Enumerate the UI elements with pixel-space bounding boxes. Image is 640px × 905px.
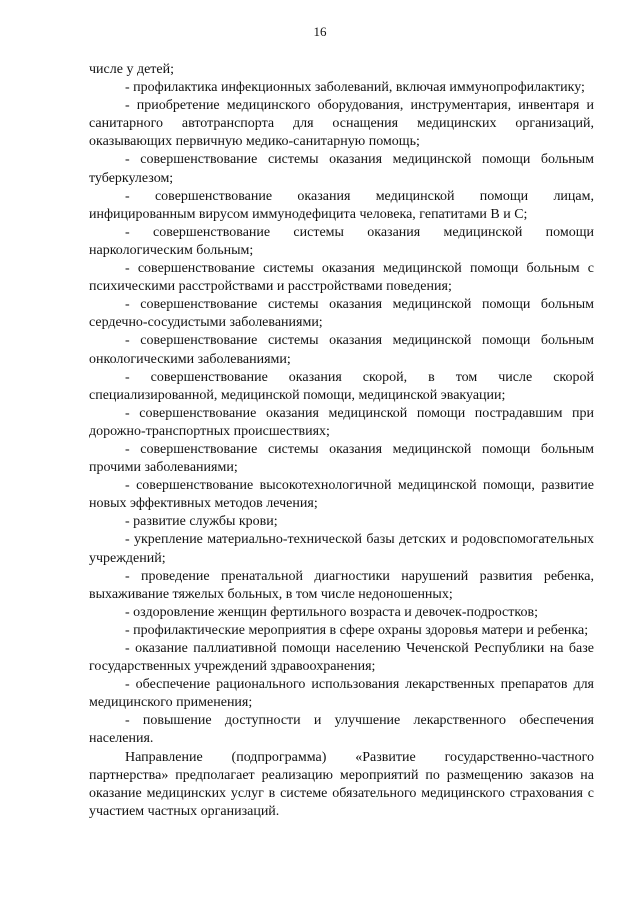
subprogram-paragraph: Направление (подпрограмма) «Развитие государственно-частного партнерства» предполагает реализацию мероприятий по размещению заказов на оказание медицинских услуг в системе обязательного медицинского страхования с участием частных организаций.: [89, 749, 594, 819]
list-item-road-accident-care: - совершенствование оказания медицинской помощи пострадавшим при дорожно-транспортных происшествиях;: [89, 405, 594, 439]
list-item-cardiovascular-care: - совершенствование системы оказания медицинской помощи больным сердечно-сосудистыми заболеваниями;: [89, 297, 594, 331]
list-item-mental-health-care: - совершенствование системы оказания медицинской помощи больным с психическими расстройствами и расстройствами поведения;: [89, 261, 594, 295]
list-item-prenatal-diagnostics: - проведение пренатальной диагностики нарушений развития ребенка, выхаживание тяжелых больных, в том числе недоношенных;: [89, 568, 594, 602]
document-body: [89, 61, 594, 821]
list-item-blood-service: - развитие службы крови;: [125, 514, 278, 530]
list-item-childcare-facilities: - укрепление материально-технической базы детских и родовспомогательных учреждений;: [89, 532, 594, 566]
list-item-emergency-care: - совершенствование оказания скорой, в том числе скорой специализированной, медицинской помощи, медицинской эвакуации;: [89, 369, 594, 403]
list-item-equipment-purchase: - приобретение медицинского оборудования, инструментария, инвентаря и санитарного автотранспорта для оснащения медицинских организаций, оказывающих первичную медико-санитарную помощь;: [89, 98, 594, 150]
list-item-other-diseases-care: - совершенствование системы оказания медицинской помощи больным прочими заболеваниями;: [89, 441, 594, 476]
list-item-women-health: - оздоровление женщин фертильного возраста и девочек-подростков;: [125, 604, 538, 620]
paragraph-continuation: числе у детей;: [89, 62, 174, 77]
list-item-maternal-child-health: - профилактические мероприятия в сфере охраны здоровья матери и ребенка;: [125, 622, 589, 638]
list-item-hiv-hepatitis-care: - совершенствование оказания медицинской помощи лицам, инфицированным вирусом иммунодефицита человека, гепатитами В и С;: [89, 188, 594, 222]
list-item-infection-prevention: - профилактика инфекционных заболеваний, включая иммунопрофилактику;: [125, 80, 585, 96]
list-item-narcology-care: - совершенствование системы оказания медицинской помощи наркологическим больным;: [89, 224, 594, 258]
list-item-medicine-access: - повышение доступности и улучшение лекарственного обеспечения населения.: [89, 713, 594, 747]
list-item-tuberculosis-care: - совершенствование системы оказания медицинской помощи больным туберкулезом;: [89, 152, 594, 186]
list-item-medicine-use: - обеспечение рационального использования лекарственных препаратов для медицинского применения;: [89, 677, 594, 711]
list-item-oncology-care: - совершенствование системы оказания медицинской помощи больным онкологическими заболеваниями;: [89, 333, 594, 367]
page-number: 16: [313, 24, 327, 39]
list-item-high-tech-care: - совершенствование высокотехнологичной медицинской помощи, развитие новых эффективных методов лечения;: [89, 478, 594, 512]
list-item-palliative-care: - оказание паллиативной помощи населению Чеченской Республики на базе государственных учреждений здравоохранения;: [89, 641, 594, 675]
